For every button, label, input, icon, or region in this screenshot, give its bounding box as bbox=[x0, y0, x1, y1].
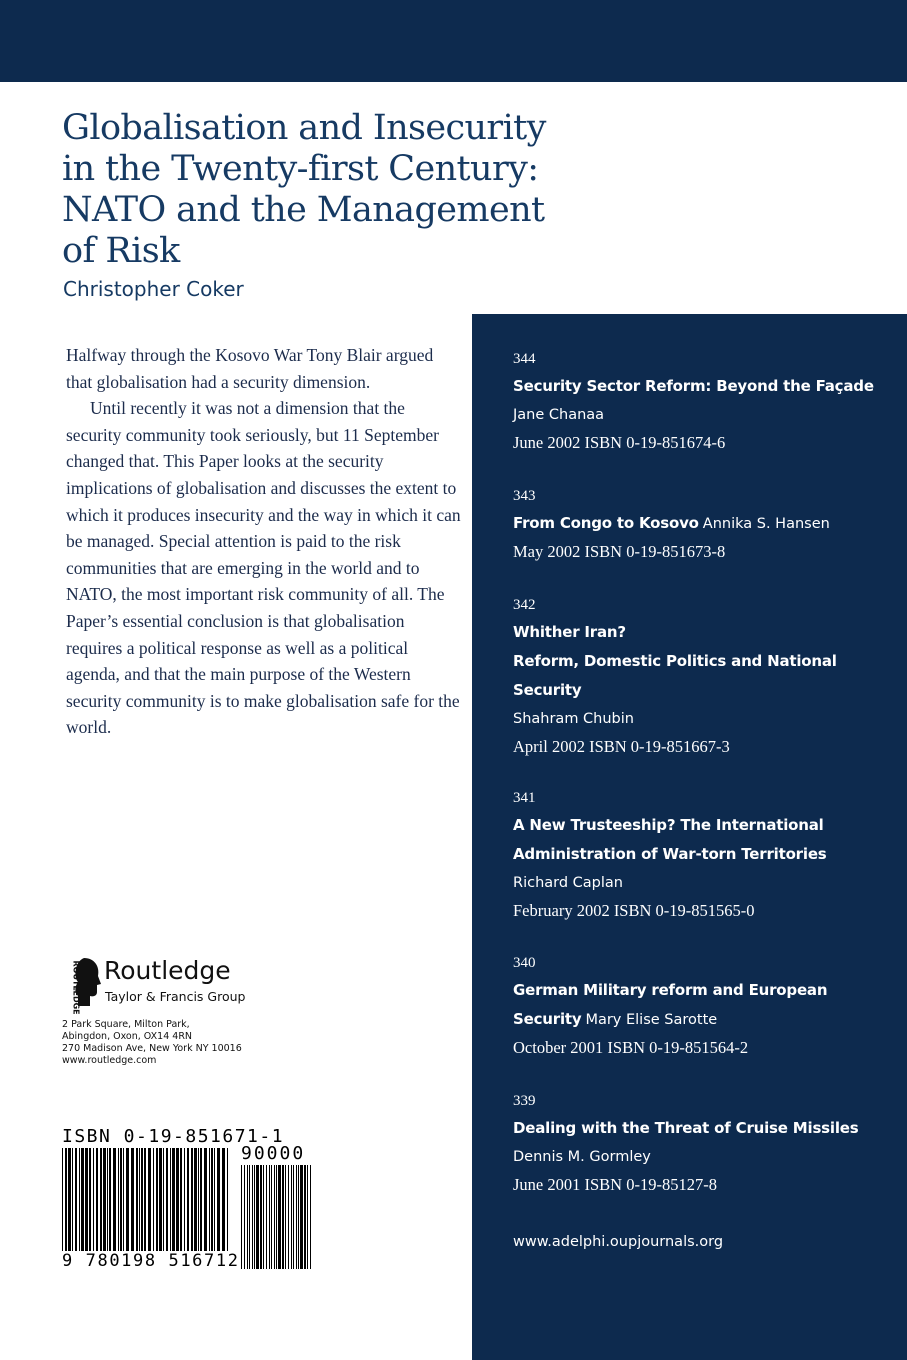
entry-title: A New Trusteeship? The International bbox=[513, 816, 824, 834]
entry-author: Jane Chanaa bbox=[513, 407, 605, 423]
entry-publication: February 2002 ISBN 0-19-851565-0 bbox=[513, 901, 755, 920]
series-panel bbox=[472, 314, 907, 1360]
routledge-head-icon bbox=[62, 956, 102, 1015]
address-line: 2 Park Square, Milton Park, bbox=[62, 1019, 190, 1030]
blurb-paragraph: Halfway through the Kosovo War Tony Blair argued that globalisation had a security dimension. bbox=[66, 345, 434, 392]
barcode-bar bbox=[252, 1165, 253, 1269]
entry-title: Security Sector Reform: Beyond the Façade bbox=[513, 377, 874, 395]
barcode-bar bbox=[263, 1165, 264, 1269]
barcode-bar bbox=[296, 1165, 297, 1269]
address-line: 270 Madison Ave, New York NY 10016 bbox=[62, 1043, 242, 1054]
barcode-bar bbox=[274, 1165, 275, 1269]
barcode-bar bbox=[249, 1165, 250, 1269]
entry-publication: May 2002 ISBN 0-19-851673-8 bbox=[513, 542, 726, 561]
series-entry bbox=[513, 950, 903, 1063]
barcode-bar bbox=[260, 1165, 262, 1269]
barcode-bar bbox=[266, 1165, 267, 1269]
entry-title: German Military reform and European bbox=[513, 981, 828, 999]
barcode-bar bbox=[254, 1165, 255, 1269]
barcode-bar bbox=[304, 1165, 306, 1269]
entry-publication: October 2001 ISBN 0-19-851564-2 bbox=[513, 1038, 749, 1057]
entry-title: Administration of War-torn Territories bbox=[513, 845, 827, 863]
series-entry bbox=[513, 1088, 903, 1200]
barcode-bar bbox=[310, 1165, 311, 1269]
entry-title: Security bbox=[513, 1010, 582, 1028]
barcode-bar bbox=[282, 1165, 284, 1269]
barcode-bar bbox=[298, 1165, 299, 1269]
entry-author: Dennis M. Gormley bbox=[513, 1149, 651, 1165]
book-title bbox=[62, 108, 582, 272]
book-author: Christopher Coker bbox=[63, 277, 244, 301]
barcode-bar bbox=[256, 1165, 259, 1269]
series-entry bbox=[513, 785, 903, 926]
entry-number: 343 bbox=[513, 488, 536, 504]
barcode-bar bbox=[247, 1165, 248, 1269]
entry-author: Annika S. Hansen bbox=[702, 516, 830, 532]
ean-digits: 9 780198 516712 bbox=[62, 1251, 240, 1271]
barcode-bar bbox=[276, 1165, 277, 1269]
entry-number: 342 bbox=[513, 597, 536, 613]
title-line: NATO and the Management bbox=[62, 190, 545, 230]
barcode-bar bbox=[288, 1165, 289, 1269]
series-entry bbox=[513, 483, 903, 567]
entry-author: Shahram Chubin bbox=[513, 711, 634, 727]
entry-title: Dealing with the Threat of Cruise Missiles bbox=[513, 1119, 859, 1137]
entry-publication: June 2001 ISBN 0-19-85127-8 bbox=[513, 1175, 717, 1194]
barcode-bar bbox=[293, 1165, 294, 1269]
address-line: Abingdon, Oxon, OX14 4RN bbox=[62, 1031, 193, 1042]
entry-number: 339 bbox=[513, 1093, 536, 1109]
barcode-bar bbox=[307, 1165, 308, 1269]
entry-title: From Congo to Kosovo bbox=[513, 514, 699, 532]
series-entry bbox=[513, 592, 903, 762]
title-line: Globalisation and Insecurity bbox=[62, 108, 546, 148]
price-barcode bbox=[241, 1165, 313, 1269]
entry-number: 344 bbox=[513, 351, 536, 367]
publisher-group: Taylor & Francis Group bbox=[105, 989, 246, 1004]
title-line: of Risk bbox=[62, 231, 180, 271]
barcode-bar bbox=[300, 1165, 303, 1269]
barcode-bar bbox=[269, 1165, 270, 1269]
top-color-band bbox=[0, 0, 907, 82]
entry-author: Mary Elise Sarotte bbox=[585, 1012, 718, 1028]
blurb-paragraph: Until recently it was not a dimension that the security community took seriously, but 11 September changed that. This Paper looks at the security implications of globalisation and discusses the extent to which it produces insecurity and the way in which it can be managed. Special attention is paid to the risk communities that are emerging in the world and to NATO, the most important risk community of all. The Paper’s essential conclusion is that globalisation requires a political response as well as a political agenda, and that the main purpose of the Western security community is to make globalisation safe for the world. bbox=[66, 398, 461, 738]
isbn-label: ISBN 0-19-851671-1 bbox=[62, 1126, 285, 1147]
title-line: in the Twenty-first Century: bbox=[62, 149, 539, 189]
barcode-bar bbox=[244, 1165, 245, 1269]
entry-author: Richard Caplan bbox=[513, 875, 623, 891]
publisher-address bbox=[62, 1019, 242, 1067]
entry-number: 341 bbox=[513, 790, 536, 806]
address-line: www.routledge.com bbox=[62, 1055, 157, 1066]
series-entry bbox=[513, 346, 903, 458]
publisher-vertical-mark: ROUTLEDGE bbox=[71, 960, 81, 1015]
entry-title: Security bbox=[513, 681, 582, 699]
book-blurb bbox=[66, 342, 461, 741]
entry-number: 340 bbox=[513, 955, 536, 971]
barcode-bar bbox=[278, 1165, 281, 1269]
entry-title: Reform, Domestic Politics and National bbox=[513, 652, 837, 670]
barcode-bar bbox=[241, 1165, 242, 1269]
entry-publication: June 2002 ISBN 0-19-851674-6 bbox=[513, 433, 726, 452]
entry-title: Whither Iran? bbox=[513, 623, 626, 641]
barcode-bar bbox=[271, 1165, 272, 1269]
entry-publication: April 2002 ISBN 0-19-851667-3 bbox=[513, 737, 730, 756]
series-website: www.adelphi.oupjournals.org bbox=[513, 1234, 724, 1250]
publisher-name: Routledge bbox=[104, 956, 231, 985]
price-code: 90000 bbox=[241, 1143, 306, 1164]
barcode-bar bbox=[291, 1165, 292, 1269]
barcode-bar bbox=[285, 1165, 286, 1269]
